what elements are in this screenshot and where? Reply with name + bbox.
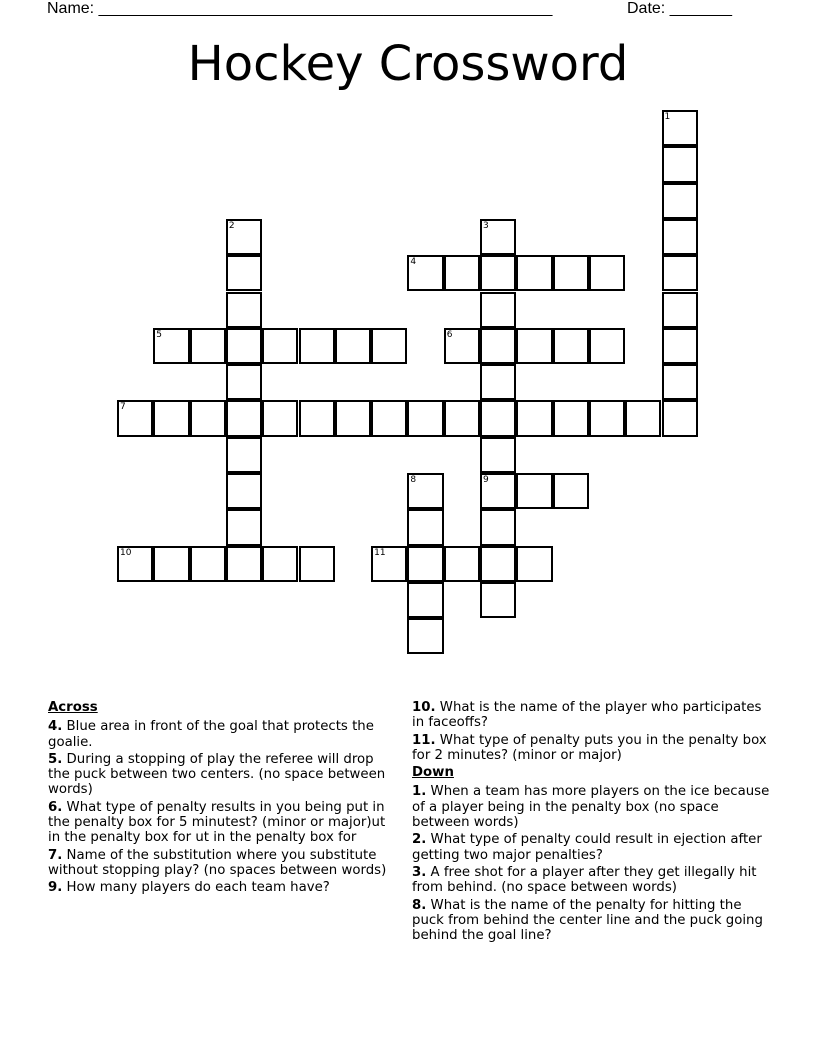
grid-cell[interactable] xyxy=(589,400,625,436)
cell-number: 7 xyxy=(120,402,126,413)
grid-cell[interactable] xyxy=(480,292,516,328)
clue-across-11 xyxy=(412,733,772,764)
grid-cell[interactable] xyxy=(662,110,698,146)
grid-cell[interactable] xyxy=(226,400,262,436)
clue-text: Name of the substitution where you substitute without stopping play? (no spaces between words) xyxy=(48,847,387,878)
grid-cell[interactable] xyxy=(407,546,443,582)
clue-across-9 xyxy=(48,880,393,895)
clue-text: When a team has more players on the ice because of a player being in the penalty box (no space between words) xyxy=(412,784,770,831)
grid-cell[interactable] xyxy=(407,473,443,509)
clue-across-7 xyxy=(48,848,393,879)
grid-cell[interactable] xyxy=(117,400,153,436)
grid-cell[interactable] xyxy=(407,618,443,654)
grid-cell[interactable] xyxy=(553,473,589,509)
cell-number: 9 xyxy=(483,475,489,485)
grid-cell[interactable] xyxy=(553,255,589,291)
grid-cell[interactable] xyxy=(262,400,298,436)
grid-cell[interactable] xyxy=(662,219,698,255)
grid-cell[interactable] xyxy=(444,255,480,291)
grid-cell[interactable] xyxy=(299,328,335,364)
grid-cell[interactable] xyxy=(480,255,516,291)
clue-across-10 xyxy=(412,700,772,731)
grid-cell[interactable] xyxy=(662,146,698,182)
name-field[interactable]: Name: ___________________________________________________ xyxy=(47,0,553,17)
clues-column-left xyxy=(48,700,393,898)
clue-text: What type of penalty results in you being put in the penalty box for 5 minutest? (minor or major)ut in the penalty box for ut in the penalty box for xyxy=(48,799,386,846)
clue-number: 3. xyxy=(412,864,427,880)
clue-text: What type of penalty could result in ejection after getting two major penalties? xyxy=(412,832,762,863)
grid-cell[interactable] xyxy=(553,328,589,364)
clue-number: 7. xyxy=(48,847,63,863)
cell-number: 4 xyxy=(410,257,417,268)
cell-number: 6 xyxy=(446,329,453,340)
clue-across-6 xyxy=(48,800,393,846)
grid-cell[interactable] xyxy=(226,437,262,473)
grid-cell[interactable] xyxy=(480,437,516,473)
grid-cell[interactable] xyxy=(153,328,189,364)
grid-cell[interactable] xyxy=(516,255,552,291)
grid-cell[interactable] xyxy=(371,400,407,436)
grid-cell[interactable] xyxy=(516,400,552,436)
grid-cell[interactable] xyxy=(444,546,480,582)
page-title: Hockey Crossword xyxy=(187,36,629,92)
grid-cell[interactable] xyxy=(299,400,335,436)
grid-cell[interactable] xyxy=(226,546,262,582)
grid-cell[interactable] xyxy=(153,546,189,582)
grid-cell[interactable] xyxy=(190,400,226,436)
grid-cell[interactable] xyxy=(226,255,262,291)
grid-cell[interactable] xyxy=(335,400,371,436)
grid-cell[interactable] xyxy=(407,255,443,291)
grid-cell[interactable] xyxy=(480,473,516,509)
clue-text: What type of penalty puts you in the penalty box for 2 minutes? (minor or major) xyxy=(412,732,767,763)
clue-down-8 xyxy=(412,898,772,944)
grid-cell[interactable] xyxy=(407,400,443,436)
grid-cell[interactable] xyxy=(516,473,552,509)
grid-cell[interactable] xyxy=(262,328,298,364)
date-field[interactable]: Date: _______ xyxy=(627,0,732,17)
grid-cell[interactable] xyxy=(335,328,371,364)
grid-cell[interactable] xyxy=(371,546,407,582)
grid-cell[interactable] xyxy=(662,400,698,436)
grid-cell[interactable] xyxy=(226,473,262,509)
clue-text: During a stopping of play the referee will drop the puck between two centers. (no space between words) xyxy=(48,751,386,798)
grid-cell[interactable] xyxy=(190,546,226,582)
grid-cell[interactable] xyxy=(480,400,516,436)
cell-number: 2 xyxy=(228,220,235,231)
clue-number: 8. xyxy=(412,897,427,913)
clue-down-3 xyxy=(412,865,772,896)
grid-cell[interactable] xyxy=(625,400,661,436)
clue-across-5 xyxy=(48,752,393,798)
cell-number: 10 xyxy=(120,547,132,558)
clue-number: 4. xyxy=(48,719,63,735)
clue-down-2 xyxy=(412,832,772,863)
grid-cell[interactable] xyxy=(662,183,698,219)
clue-number: 6. xyxy=(48,799,63,815)
grid-cell[interactable] xyxy=(480,546,516,582)
grid-cell[interactable] xyxy=(662,364,698,400)
grid-cell[interactable] xyxy=(226,292,262,328)
grid-cell[interactable] xyxy=(226,509,262,545)
grid-cell[interactable] xyxy=(226,364,262,400)
grid-cell[interactable] xyxy=(117,546,153,582)
clue-down-1 xyxy=(412,784,772,830)
clue-text: How many players do each team have? xyxy=(66,880,330,896)
grid-cell[interactable] xyxy=(480,364,516,400)
down-heading: Down xyxy=(412,765,454,781)
grid-cell[interactable] xyxy=(262,546,298,582)
grid-cell[interactable] xyxy=(444,400,480,436)
cell-number: 3 xyxy=(483,220,489,231)
cell-number: 1 xyxy=(664,112,671,122)
clue-number: 2. xyxy=(412,832,427,848)
clue-text: What is the name of the penalty for hitting the puck from behind the center line and the puck going behind the goal line? xyxy=(412,897,763,944)
grid-cell[interactable] xyxy=(480,582,516,618)
grid-cell[interactable] xyxy=(371,328,407,364)
grid-cell[interactable] xyxy=(480,328,516,364)
clue-number: 10. xyxy=(412,700,436,715)
clue-number: 5. xyxy=(48,751,63,767)
grid-cell[interactable] xyxy=(299,546,335,582)
grid-cell[interactable] xyxy=(480,219,516,255)
grid-cell[interactable] xyxy=(226,219,262,255)
grid-cell[interactable] xyxy=(153,400,189,436)
across-heading: Across xyxy=(48,700,98,715)
cell-number: 5 xyxy=(156,329,163,340)
cell-number: 11 xyxy=(374,547,386,558)
grid-cell[interactable] xyxy=(516,328,552,364)
grid-cell[interactable] xyxy=(589,255,625,291)
grid-cell[interactable] xyxy=(407,509,443,545)
grid-cell[interactable] xyxy=(662,292,698,328)
clue-text: Blue area in front of the goal that protects the goalie. xyxy=(48,719,374,750)
grid-cell[interactable] xyxy=(444,328,480,364)
clue-text: What is the name of the player who participates in faceoffs? xyxy=(412,700,762,731)
clue-text: A free shot for a player after they get illegally hit from behind. (no space between words) xyxy=(412,864,757,896)
grid-cell[interactable] xyxy=(190,328,226,364)
cell-number: 8 xyxy=(410,475,417,485)
grid-cell[interactable] xyxy=(407,582,443,618)
clue-across-4 xyxy=(48,719,393,750)
grid-cell[interactable] xyxy=(480,509,516,545)
clue-number: 9. xyxy=(48,880,63,896)
clue-number: 11. xyxy=(412,732,436,748)
grid-cell[interactable] xyxy=(589,328,625,364)
clue-number: 1. xyxy=(412,784,427,800)
grid-cell[interactable] xyxy=(662,328,698,364)
clues-column-right xyxy=(412,700,772,945)
grid-cell[interactable] xyxy=(662,255,698,291)
grid-cell[interactable] xyxy=(553,400,589,436)
grid-cell[interactable] xyxy=(226,328,262,364)
grid-cell[interactable] xyxy=(516,546,552,582)
